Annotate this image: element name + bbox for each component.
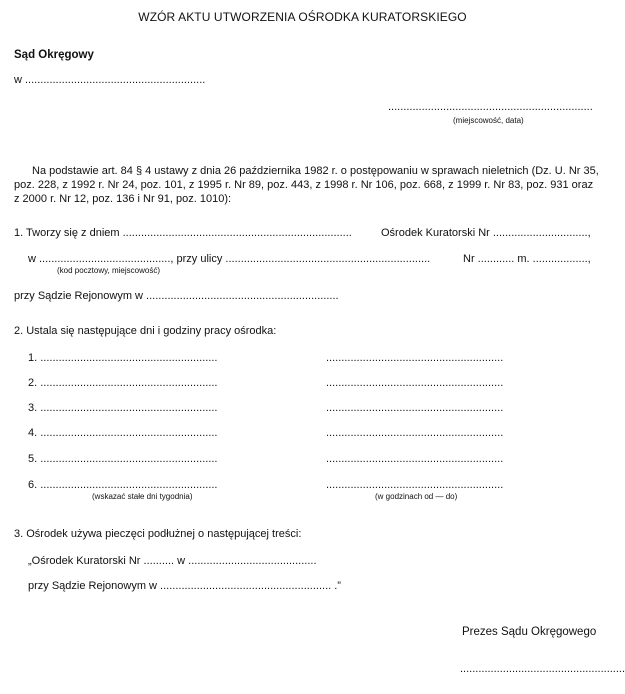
section2-row-left: 1. ..........................................................	[28, 352, 218, 364]
section2-row-right: ..........................................................	[326, 402, 504, 414]
section2-row-left: 6. ..........................................................	[28, 479, 218, 491]
section1-line2-start: w ..........................................., przy ulicy ...................................................................	[28, 253, 431, 265]
section3-stamp-line2: przy Sądzie Rejonowym w ........................................................ .”	[28, 580, 341, 592]
signature-line: ......................................................	[460, 663, 625, 675]
preamble-text: Na podstawie art. 84 § 4 ustawy z dnia 26 października 1982 r. o postępowaniu w sprawach nieletnich (Dz. U. Nr 35, poz. 228, z 1992 r. Nr 24, poz. 101, z 1995 r. Nr 89, poz. 443, z 1998 r. Nr 106, poz. 668, z 1999 r. Nr 83, poz. 931 oraz z 2000 r. Nr 12, poz. 136 i Nr 91, poz. 1010):	[14, 165, 599, 205]
section1-line2-end: Nr ............ m. ..................,	[463, 253, 591, 265]
section1-line3: przy Sądzie Rejonowym w ...............................................................	[14, 290, 339, 302]
section2-caption-hours: (w godzinach od — do)	[375, 492, 458, 501]
section1-line1-start: 1. Tworzy się z dniem ...........................................................................	[14, 227, 352, 239]
section2-row-right: ..........................................................	[326, 427, 504, 439]
section3-stamp-line1: „Ośrodek Kuratorski Nr .......... w ..........................................	[28, 555, 317, 567]
court-place-line: w ...........................................................	[14, 74, 206, 86]
section2-row-left: 2. ..........................................................	[28, 377, 218, 389]
preamble-paragraph	[14, 164, 599, 206]
section2-row-right: ..........................................................	[326, 453, 504, 465]
signature-label: Prezes Sądu Okręgowego	[462, 626, 597, 638]
document-title: WZÓR AKTU UTWORZENIA OŚRODKA KURATORSKIEGO	[138, 10, 467, 24]
section2-row-right: ..........................................................	[326, 479, 504, 491]
section2-row-right: ..........................................................	[326, 377, 504, 389]
place-date-line: ...................................................................	[388, 101, 593, 113]
section1-line1-end: Ośrodek Kuratorski Nr ...............................,	[381, 227, 591, 239]
section2-row-left: 5. ..........................................................	[28, 453, 218, 465]
section2-row-left: 3. ..........................................................	[28, 402, 218, 414]
section2-row-left: 4. ..........................................................	[28, 427, 218, 439]
place-date-caption: (miejscowość, data)	[453, 116, 524, 125]
section1-line2-caption: (kod pocztowy, miejscowość)	[57, 266, 160, 275]
section2-caption-days: (wskazać stałe dni tygodnia)	[92, 492, 193, 501]
section2-heading: 2. Ustala się następujące dni i godziny pracy ośrodka:	[14, 325, 277, 337]
section3-heading: 3. Ośrodek używa pieczęci podłużnej o następującej treści:	[14, 528, 302, 540]
section2-row-right: ..........................................................	[326, 352, 504, 364]
court-name: Sąd Okręgowy	[14, 49, 94, 61]
